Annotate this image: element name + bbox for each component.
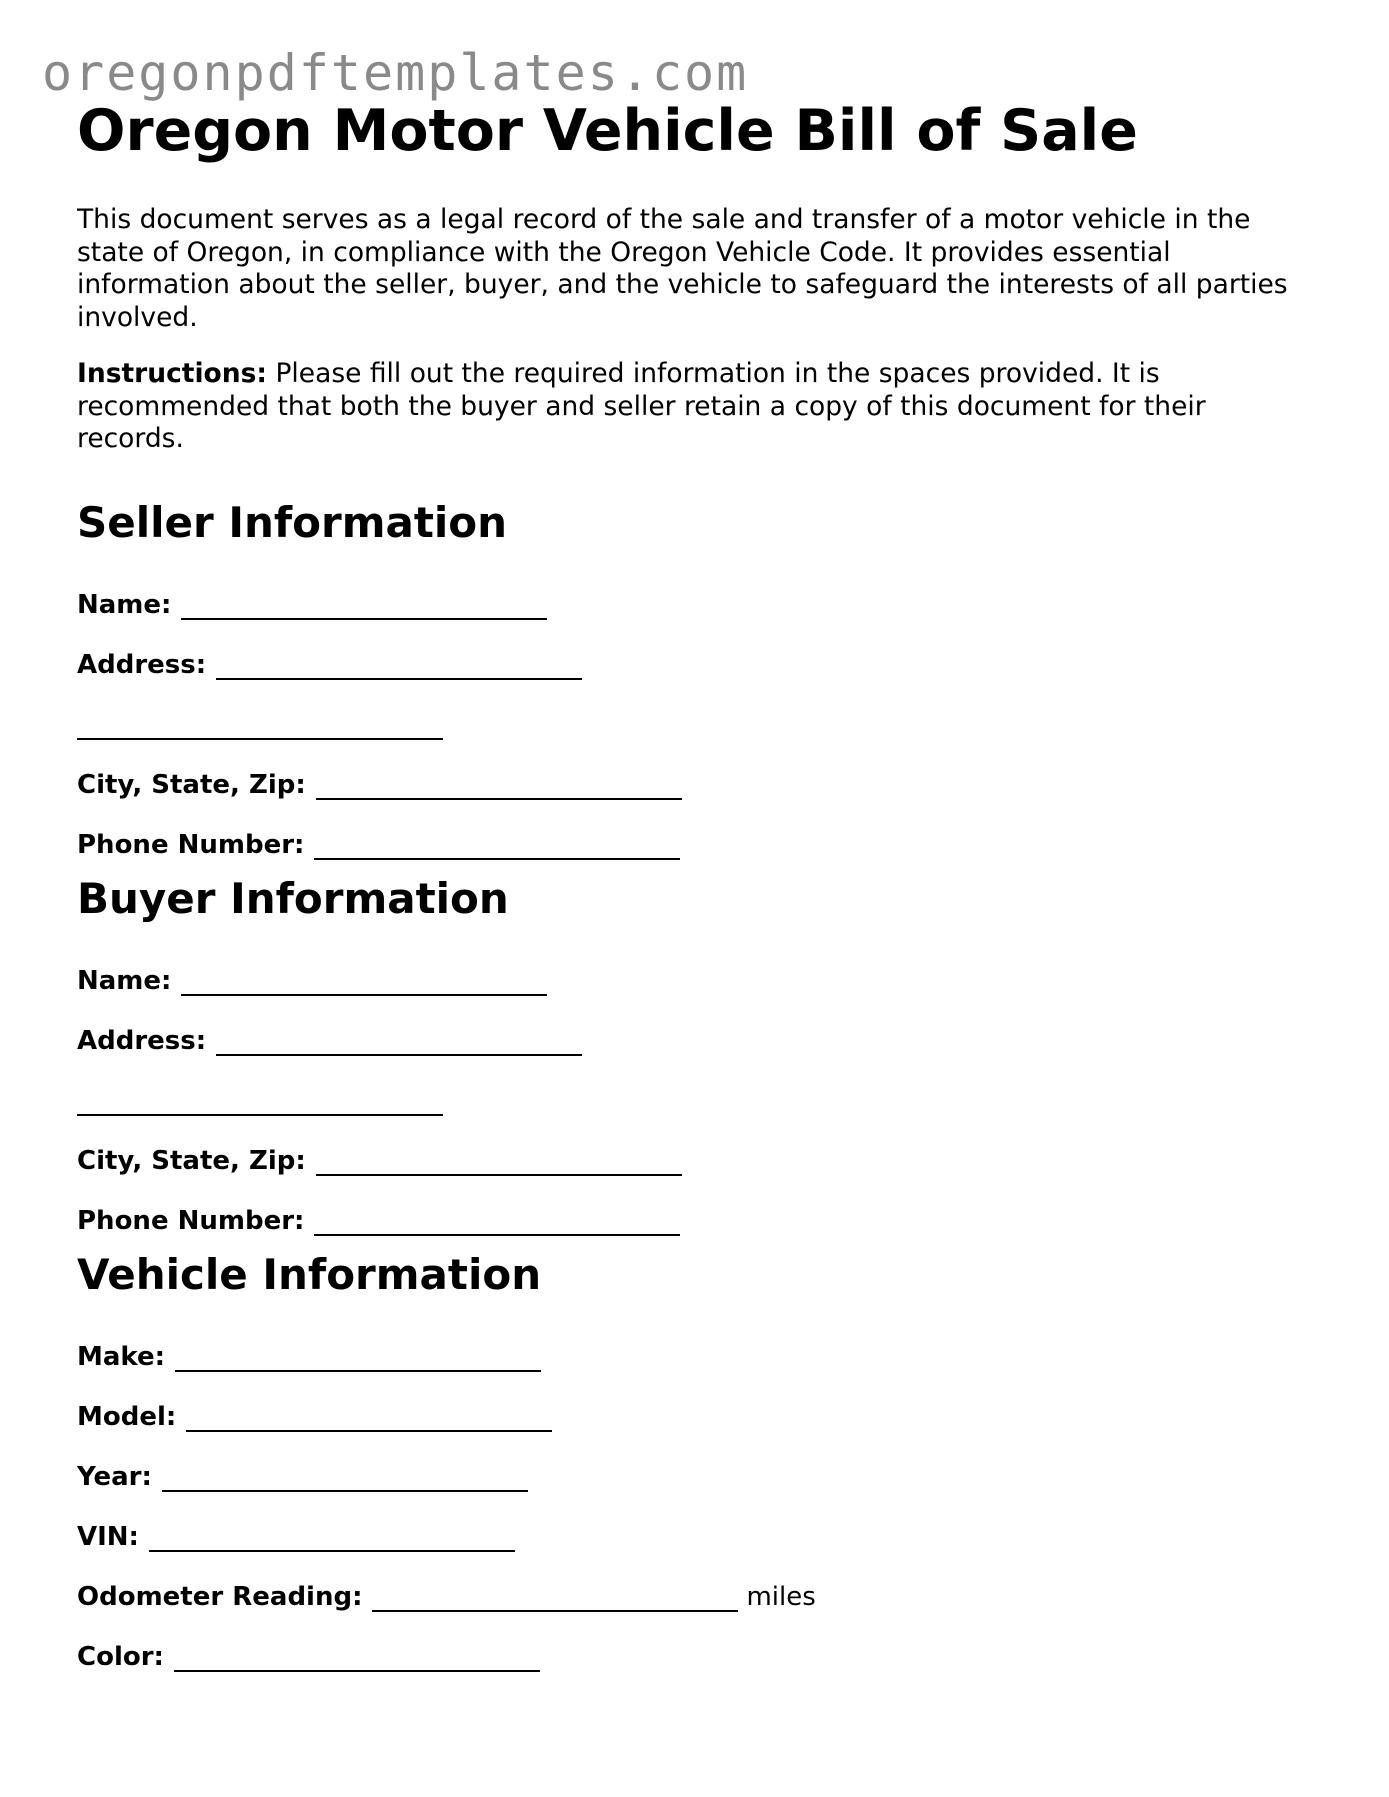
vehicle-heading: Vehicle Information [77, 1249, 542, 1299]
vehicle-make-field [77, 1312, 1317, 1372]
watermark: oregonpdftemplates.com [42, 44, 749, 102]
intro-paragraph: This document serves as a legal record of the sale and transfer of a motor vehicle in the state of Oregon, in compliance with the Oregon Vehicle Code. It provides essential information about the seller, buyer, and the vehicle to safeguard the interests of all parties involved. [77, 204, 1288, 333]
vehicle-vin-field [77, 1492, 1317, 1552]
odometer-unit: miles [746, 1581, 816, 1612]
seller-city-state-zip-input[interactable] [316, 774, 682, 800]
seller-phone-label: Phone Number: [77, 829, 305, 860]
vehicle-model-field [77, 1372, 1317, 1432]
buyer-phone-label: Phone Number: [77, 1205, 305, 1236]
buyer-city-state-zip-input[interactable] [316, 1150, 682, 1176]
buyer-fields [77, 936, 1317, 1236]
seller-fields [77, 560, 1317, 860]
buyer-city-state-zip-field [77, 1116, 1317, 1176]
seller-address-input[interactable] [216, 654, 582, 680]
buyer-name-field [77, 936, 1317, 996]
vehicle-model-label: Model: [77, 1401, 177, 1432]
buyer-address-field [77, 996, 1317, 1056]
seller-address-line2-input[interactable] [77, 714, 443, 740]
buyer-phone-field [77, 1176, 1317, 1236]
vehicle-year-field [77, 1432, 1317, 1492]
seller-phone-input[interactable] [314, 834, 680, 860]
vehicle-fields [77, 1312, 1317, 1672]
vehicle-color-field [77, 1612, 1317, 1672]
vehicle-make-label: Make: [77, 1341, 166, 1372]
instructions-text: Please fill out the required information in the spaces provided. It is recommended that both the buyer and seller retain a copy of this document for their records. [77, 358, 1206, 454]
buyer-phone-input[interactable] [314, 1210, 680, 1236]
buyer-address-input[interactable] [216, 1030, 582, 1056]
seller-address-line2-field [77, 680, 1317, 740]
seller-name-field [77, 560, 1317, 620]
vehicle-year-input[interactable] [162, 1466, 528, 1492]
buyer-address-line2-input[interactable] [77, 1090, 443, 1116]
vehicle-color-label: Color: [77, 1641, 164, 1672]
vehicle-color-input[interactable] [174, 1646, 540, 1672]
buyer-name-label: Name: [77, 965, 172, 996]
vehicle-odometer-label: Odometer Reading: [77, 1581, 363, 1612]
buyer-heading: Buyer Information [77, 873, 509, 923]
seller-address-field [77, 620, 1317, 680]
buyer-address-label: Address: [77, 1025, 207, 1056]
vehicle-vin-label: VIN: [77, 1521, 139, 1552]
buyer-name-input[interactable] [181, 970, 547, 996]
seller-address-label: Address: [77, 649, 207, 680]
seller-name-input[interactable] [181, 594, 547, 620]
vehicle-model-input[interactable] [186, 1406, 552, 1432]
vehicle-odometer-field [77, 1552, 1317, 1612]
seller-name-label: Name: [77, 589, 172, 620]
instructions-paragraph [77, 358, 1317, 456]
seller-heading: Seller Information [77, 497, 508, 547]
document-page [77, 96, 1317, 1672]
instructions-label: Instructions: [77, 358, 268, 389]
seller-city-state-zip-label: City, State, Zip: [77, 769, 306, 800]
seller-city-state-zip-field [77, 740, 1317, 800]
buyer-city-state-zip-label: City, State, Zip: [77, 1145, 306, 1176]
page-title: Oregon Motor Vehicle Bill of Sale [77, 98, 1138, 164]
vehicle-odometer-input[interactable] [372, 1586, 738, 1612]
vehicle-year-label: Year: [77, 1461, 152, 1492]
seller-phone-field [77, 800, 1317, 860]
vehicle-vin-input[interactable] [149, 1526, 515, 1552]
buyer-address-line2-field [77, 1056, 1317, 1116]
vehicle-make-input[interactable] [175, 1346, 541, 1372]
